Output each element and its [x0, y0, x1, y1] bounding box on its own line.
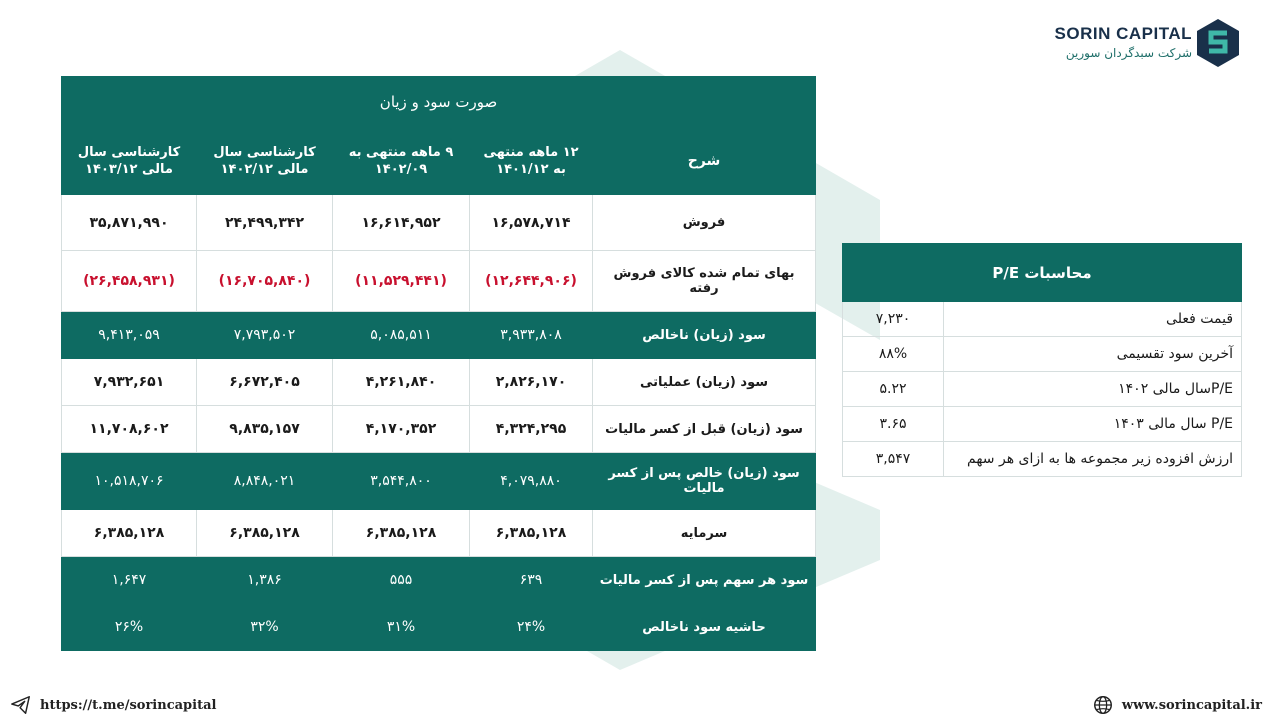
table-row — [62, 312, 816, 359]
pe-row-label: P/Eسال مالی ۱۴۰۲ — [944, 372, 1242, 407]
telegram-url[interactable]: https://t.me/sorincapital — [40, 697, 217, 713]
cell-value: ۶,۳۸۵,۱۲۸ — [197, 510, 333, 557]
header-col1: ۱۲ ماهه منتهی به ۱۴۰۱/۱۲ — [470, 128, 593, 195]
cell-value: ۳۱% — [333, 604, 470, 651]
table-row — [62, 406, 816, 453]
row-label: سرمایه — [593, 510, 816, 557]
row-label: بهای تمام شده کالای فروش رفته — [593, 251, 816, 312]
cell-value: ۳۲% — [197, 604, 333, 651]
telegram-link[interactable] — [10, 694, 216, 716]
cell-value: ۲۴,۴۹۹,۳۴۲ — [197, 195, 333, 251]
pe-row-value: ۷,۲۳۰ — [843, 302, 944, 337]
cell-value: ۶,۳۸۵,۱۲۸ — [62, 510, 197, 557]
cell-value: ۷,۹۳۲,۶۵۱ — [62, 359, 197, 406]
row-label: حاشیه سود ناخالص — [593, 604, 816, 651]
table-row — [843, 372, 1242, 407]
row-label: سود (زیان) ناخالص — [593, 312, 816, 359]
pe-row-label: قیمت فعلی — [944, 302, 1242, 337]
cell-value: ۷,۷۹۳,۵۰۲ — [197, 312, 333, 359]
logo-subtitle: شرکت سبدگردان سورین — [1065, 46, 1192, 60]
cell-value: ۶,۳۸۵,۱۲۸ — [333, 510, 470, 557]
logo-name: SORIN CAPITAL — [1054, 24, 1192, 43]
cell-value: ۱۰,۵۱۸,۷۰۶ — [62, 453, 197, 510]
cell-value-negative: (۱۶,۷۰۵,۸۴۰) — [197, 251, 333, 312]
row-label: فروش — [593, 195, 816, 251]
cell-value: ۱,۳۸۶ — [197, 557, 333, 604]
table-row — [843, 302, 1242, 337]
sorin-logo-icon — [1196, 18, 1240, 68]
pe-title: محاسبات P/E — [843, 244, 1242, 302]
cell-value: ۹,۸۳۵,۱۵۷ — [197, 406, 333, 453]
cell-value: ۳۵,۸۷۱,۹۹۰ — [62, 195, 197, 251]
cell-value: ۱۱,۷۰۸,۶۰۲ — [62, 406, 197, 453]
table-row — [62, 251, 816, 312]
table-row — [843, 407, 1242, 442]
cell-value: ۳,۵۴۴,۸۰۰ — [333, 453, 470, 510]
header-col3: کارشناسی سال مالی ۱۴۰۲/۱۲ — [197, 128, 333, 195]
company-logo — [1054, 16, 1260, 72]
table-row — [62, 604, 816, 651]
income-statement-table — [61, 76, 816, 651]
website-url[interactable]: www.sorincapital.ir — [1121, 697, 1262, 713]
cell-value: ۹,۴۱۳,۰۵۹ — [62, 312, 197, 359]
table-title: صورت سود و زیان — [62, 77, 816, 128]
telegram-icon — [10, 694, 32, 716]
pe-row-value: ۸۸% — [843, 337, 944, 372]
pe-row-value: ۵.۲۲ — [843, 372, 944, 407]
header-desc: شرح — [593, 128, 816, 195]
table-row — [62, 510, 816, 557]
table-row — [62, 359, 816, 406]
cell-value: ۶,۶۷۲,۴۰۵ — [197, 359, 333, 406]
cell-value: ۱۶,۵۷۸,۷۱۴ — [470, 195, 593, 251]
pe-calculations-table — [842, 243, 1242, 477]
pe-title-row — [843, 244, 1242, 302]
cell-value: ۴,۳۲۴,۲۹۵ — [470, 406, 593, 453]
row-label: سود هر سهم پس از کسر مالیات — [593, 557, 816, 604]
table-row — [843, 442, 1242, 477]
cell-value: ۴,۱۷۰,۳۵۲ — [333, 406, 470, 453]
table-row — [62, 453, 816, 510]
cell-value: ۸,۸۴۸,۰۲۱ — [197, 453, 333, 510]
header-col2: ۹ ماهه منتهی به ۱۴۰۲/۰۹ — [333, 128, 470, 195]
cell-value: ۲۶% — [62, 604, 197, 651]
cell-value: ۴,۲۶۱,۸۴۰ — [333, 359, 470, 406]
table-header-row — [62, 128, 816, 195]
table-row — [62, 557, 816, 604]
table-row — [62, 195, 816, 251]
cell-value: ۲۴% — [470, 604, 593, 651]
pe-row-label: آخرین سود تقسیمی — [944, 337, 1242, 372]
row-label: سود (زیان) قبل از کسر مالیات — [593, 406, 816, 453]
website-link[interactable] — [1092, 694, 1262, 716]
row-label: سود (زیان) خالص پس از کسر مالیات — [593, 453, 816, 510]
table-row — [843, 337, 1242, 372]
cell-value: ۱,۶۴۷ — [62, 557, 197, 604]
globe-icon — [1092, 694, 1114, 716]
cell-value: ۶,۳۸۵,۱۲۸ — [470, 510, 593, 557]
pe-row-value: ۳.۶۵ — [843, 407, 944, 442]
cell-value: ۳,۹۳۳,۸۰۸ — [470, 312, 593, 359]
cell-value: ۲,۸۲۶,۱۷۰ — [470, 359, 593, 406]
row-label: سود (زیان) عملیاتی — [593, 359, 816, 406]
cell-value-negative: (۱۱,۵۲۹,۴۴۱) — [333, 251, 470, 312]
cell-value: ۴,۰۷۹,۸۸۰ — [470, 453, 593, 510]
cell-value-negative: (۲۶,۴۵۸,۹۳۱) — [62, 251, 197, 312]
pe-row-label: P/E سال مالی ۱۴۰۳ — [944, 407, 1242, 442]
cell-value-negative: (۱۲,۶۴۴,۹۰۶) — [470, 251, 593, 312]
header-col4: کارشناسی سال مالی ۱۴۰۳/۱۲ — [62, 128, 197, 195]
cell-value: ۵,۰۸۵,۵۱۱ — [333, 312, 470, 359]
pe-row-value: ۳,۵۴۷ — [843, 442, 944, 477]
cell-value: ۶۳۹ — [470, 557, 593, 604]
cell-value: ۱۶,۶۱۴,۹۵۲ — [333, 195, 470, 251]
table-title-row — [62, 77, 816, 128]
pe-row-label: ارزش افزوده زیر مجموعه ها به ازای هر سهم — [944, 442, 1242, 477]
cell-value: ۵۵۵ — [333, 557, 470, 604]
